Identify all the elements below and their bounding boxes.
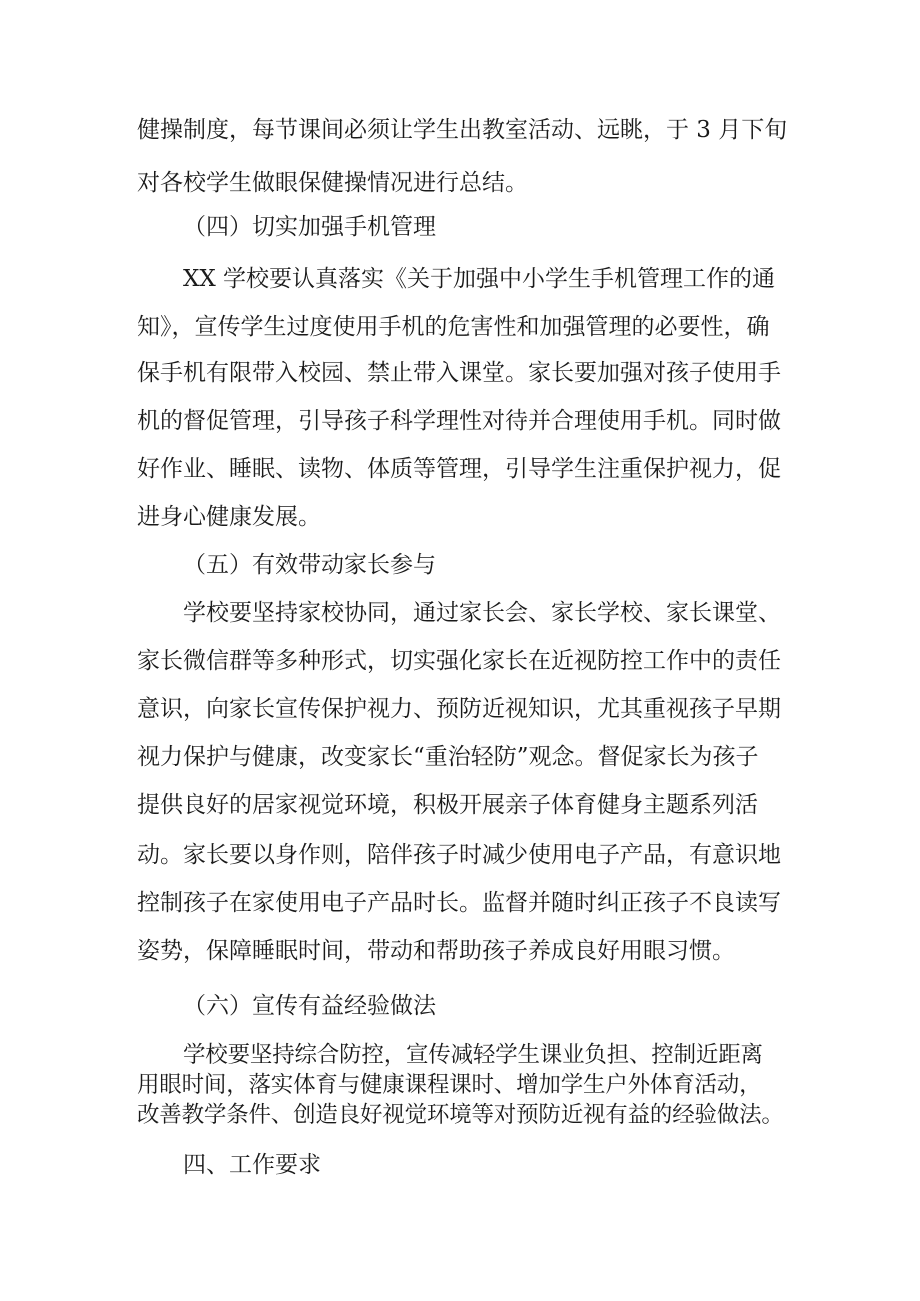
paragraph-line: 视力保护与健康，改变家长“重治轻防”观念。督促家长为孩子 — [137, 744, 759, 770]
paragraph-line: 健操制度，每节课间必须让学生出教室活动、远眺，于 3 月下旬 — [137, 117, 788, 143]
paragraph-line: XX 学校要认真落实《关于加强中小学生手机管理工作的通 — [183, 266, 776, 292]
paragraph-line: 改善教学条件、创造良好视觉环境等对预防近视有益的经验做法。 — [137, 1102, 784, 1128]
section-heading: （四）切实加强手机管理 — [183, 214, 436, 240]
paragraph-line: 提供良好的居家视觉环境，积极开展亲子体育健身主题系列活 — [137, 792, 758, 818]
part-heading: 四、工作要求 — [183, 1152, 321, 1178]
section-heading: （六）宣传有益经验做法 — [183, 993, 436, 1019]
paragraph-line: 保手机有限带入校园、禁止带入课堂。家长要加强对孩子使用手 — [137, 360, 781, 386]
paragraph-line: 进身心健康发展。 — [137, 504, 321, 530]
paragraph-line: 动。家长要以身作则，陪伴孩子时减少使用电子产品，有意识地 — [137, 842, 781, 868]
paragraph-line: 对各校学生做眼保健操情况进行总结。 — [137, 170, 528, 196]
paragraph-line: 机的督促管理，引导孩子科学理性对待并合理使用手机。同时做 — [137, 408, 781, 434]
paragraph-line: 知》，宣传学生过度使用手机的危害性和加强管理的必要性，确 — [137, 314, 770, 340]
paragraph-line: 姿势，保障睡眠时间，带动和帮助孩子养成良好用眼习惯。 — [137, 938, 735, 964]
paragraph-line: 控制孩子在家使用电子产品时长。监督并随时纠正孩子不良读写 — [137, 890, 781, 916]
paragraph-line: 好作业、睡眠、读物、体质等管理，引导学生注重保护视力，促 — [137, 456, 781, 482]
paragraph-line: 学校要坚持家校协同，通过家长会、家长学校、家长课堂、 — [183, 600, 781, 626]
section-heading: （五）有效带动家长参与 — [183, 552, 436, 578]
paragraph-line: 学校要坚持综合防控，宣传减轻学生课业负担、控制近距离 — [183, 1042, 763, 1068]
paragraph-line: 意识，向家长宣传保护视力、预防近视知识，尤其重视孩子早期 — [137, 696, 781, 722]
paragraph-line: 用眼时间，落实体育与健康课程课时、增加学生户外体育活动， — [137, 1072, 762, 1098]
paragraph-line: 家长微信群等多种形式，切实强化家长在近视防控工作中的责任 — [137, 648, 781, 674]
